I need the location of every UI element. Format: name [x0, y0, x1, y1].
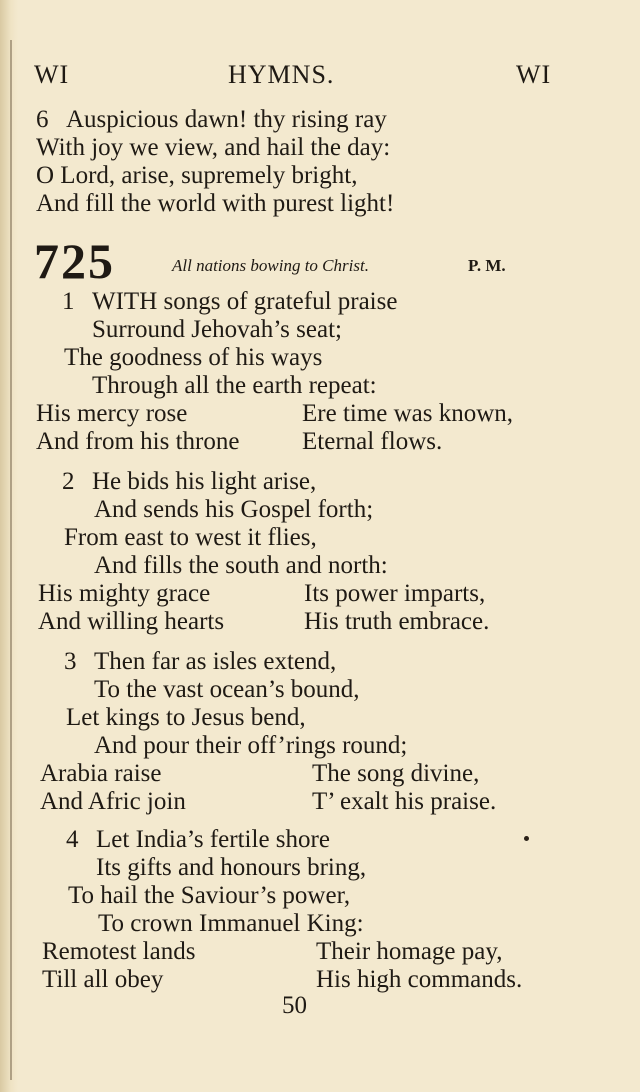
stanza-2-pair-2-left: And willing hearts: [38, 608, 225, 635]
stanza-4-line-1: 4 Let India’s fertile shore: [66, 826, 330, 853]
stanza-3-line-4: And pour their off’rings round;: [94, 732, 408, 759]
stanza-1-pair-2-right: Eternal flows.: [302, 428, 443, 455]
hymn-title: All nations bowing to Christ.: [172, 256, 369, 275]
stanza-1-line-1: 1 WITH songs of grateful praise: [62, 288, 398, 315]
header-center: HYMNS.: [228, 60, 335, 89]
hymn-number: 725: [34, 233, 115, 289]
stanza-4-line-4: To crown Immanuel King:: [98, 910, 364, 937]
stanza-3-pair-2-left: And Afric join: [40, 788, 186, 815]
stanza-2-pair-1-right: Its power imparts,: [304, 580, 486, 607]
stanza-1-pair-2-left: And from his throne: [36, 428, 240, 455]
stanza-2-pair-2-right: His truth embrace.: [304, 608, 490, 635]
stanza-1-pair-1-left: His mercy rose: [36, 400, 188, 427]
stanza-3-line-2: To the vast ocean’s bound,: [94, 676, 360, 703]
page-number: 50: [282, 992, 307, 1019]
page-gutter: [0, 0, 18, 1092]
stanza-4-pair-2-right: His high commands.: [316, 966, 523, 993]
stanza-3-line-1: 3 Then far as isles extend,: [64, 648, 337, 675]
stanza-3-pair-2-right: T’ exalt his praise.: [312, 788, 497, 815]
stanza-6-line-1: 6 Auspicious dawn! thy rising ray: [36, 106, 387, 133]
stanza-4-pair-1-left: Remotest lands: [42, 938, 196, 965]
header-right: WI: [516, 60, 552, 89]
stanza-4-line-2: Its gifts and honours bring,: [96, 854, 367, 881]
stanza-1-line-2: Surround Jehovah’s seat;: [92, 316, 342, 343]
stanza-1-line-3: The goodness of his ways: [64, 344, 323, 371]
stanza-4-line-3: To hail the Saviour’s power,: [68, 882, 351, 909]
stanza-number: 4: [66, 826, 79, 853]
stanza-6-line-4: And fill the world with purest light!: [36, 190, 395, 217]
stanza-1-line-4: Through all the earth repeat:: [92, 372, 377, 399]
stanza-number: 3: [64, 648, 77, 675]
stanza-3-line-3: Let kings to Jesus bend,: [66, 704, 306, 731]
stanza-6-line-3: O Lord, arise, supremely bright,: [36, 162, 358, 189]
stanza-3-pair-1-left: Arabia raise: [40, 760, 162, 787]
stanza-2-line-2: And sends his Gospel forth;: [94, 496, 374, 523]
stanza-number: 6: [36, 106, 49, 133]
stanza-2-line-4: And fills the south and north:: [94, 552, 388, 579]
stanza-2-pair-1-left: His mighty grace: [38, 580, 211, 607]
stanza-1-pair-1-right: Ere time was known,: [302, 400, 514, 427]
stanza-6-line-2: With joy we view, and hail the day:: [36, 134, 391, 161]
stanza-4-pair-2-left: Till all obey: [42, 966, 164, 993]
header-left: WI: [34, 60, 70, 89]
stanza-4-pair-1-right: Their homage pay,: [316, 938, 503, 965]
stanza-3-pair-1-right: The song divine,: [312, 760, 480, 787]
hymn-meter: P. M.: [468, 256, 506, 275]
stanza-number: 2: [62, 468, 75, 495]
ink-speck: [524, 836, 529, 841]
gutter-line: [10, 40, 12, 1080]
stanza-2-line-1: 2 He bids his light arise,: [62, 468, 317, 495]
stanza-number: 1: [62, 288, 75, 315]
stanza-2-line-3: From east to west it flies,: [64, 524, 317, 551]
